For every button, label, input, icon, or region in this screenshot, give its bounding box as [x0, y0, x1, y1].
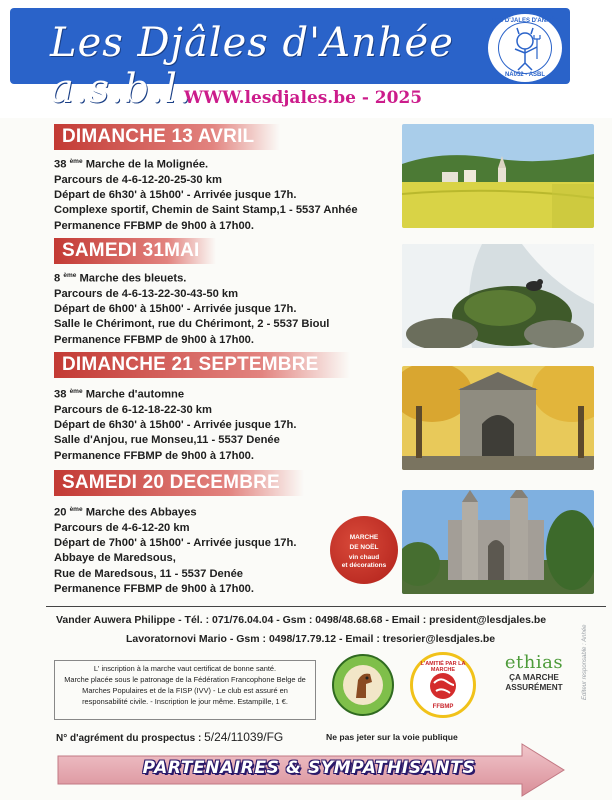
horse-club-logo	[332, 654, 394, 716]
event-details-1	[54, 154, 399, 234]
no-litter-notice: Ne pas jeter sur la voie publique	[326, 732, 458, 742]
ffbmp-text: FFBMP	[432, 704, 454, 710]
event-horaires: Départ de 6h30' à 15h00' - Arrivée jusque 17h.	[54, 189, 297, 202]
badge-line-1: MARCHE	[349, 534, 379, 541]
event-horaires: Départ de 7h00' à 15h00' - Arrivée jusque 17h.	[54, 537, 297, 550]
amitie-marche-logo	[410, 652, 476, 718]
event-permanence: Permanence FFBMP de 9h00 à 17h00.	[54, 219, 255, 232]
event-parcours: Parcours de 4-6-12-20 km	[54, 521, 190, 534]
contacts-divider	[46, 606, 606, 607]
photo-abbey	[402, 490, 594, 594]
event-lieu: Salle le Chérimont, rue du Chérimont, 2 - 5537 Bioul	[54, 318, 330, 331]
header	[0, 0, 612, 118]
event-horaires: Départ de 6h30' à 15h00' - Arrivée jusque 17h.	[54, 419, 297, 432]
badge-line-3: vin chaud	[348, 554, 380, 561]
event-edition: 8 $^{ème}$ Marche des bleuets.	[54, 272, 187, 285]
info-line-1: L' inscription à la marche vaut certificat de bonne santé.	[93, 664, 277, 673]
event-lieu: Complexe sportif, Chemin de Saint Stamp,1 - 5537 Anhée	[54, 204, 358, 217]
event-edition: 20 $^{ème}$ Marche des Abbayes	[54, 506, 197, 519]
ethias-slogan-1: ÇA MARCHE	[509, 673, 559, 682]
ethias-slogan-2: ASSURÉMENT	[505, 683, 563, 692]
photo-village-fields	[402, 124, 594, 228]
event-permanence: Permanence FFBMP de 9h00 à 17h00.	[54, 333, 255, 346]
club-title: Les Djâles d'Anhée a.s.b.l.	[50, 20, 454, 112]
ethias-name: ethias	[504, 652, 564, 673]
registration-info	[54, 660, 316, 720]
logo-emblem	[498, 22, 552, 74]
horse-icon	[334, 656, 392, 714]
badge-line-4: et décorations	[341, 562, 387, 569]
club-logo	[486, 12, 564, 84]
info-line-3: Marches Populaires et de la FISP (IVV) - Le club est assuré en	[82, 686, 288, 695]
photo-autumn-gate	[402, 366, 594, 470]
partners-title: PARTENAIRES & SYMPATHISANTS	[142, 758, 476, 778]
event-details-2	[54, 268, 399, 348]
info-line-2: Marche placée sous le patronage de la Fédération Francophone Belge de	[64, 675, 306, 684]
photo-waterfall-bird	[402, 244, 594, 348]
logo-bottom-text: NA052 - ASBL	[504, 72, 546, 78]
event-parcours: Parcours de 4-6-12-20-25-30 km	[54, 173, 222, 186]
info-line-4: responsabilité civile. - Inscription le jour même. Estampille, 1 €.	[82, 697, 288, 706]
event-parcours: Parcours de 6-12-18-22-30 km	[54, 403, 212, 416]
christmas-market-badge	[330, 516, 398, 584]
event-details-3	[54, 384, 399, 464]
event-parcours: Parcours de 4-6-13-22-30-43-50 km	[54, 287, 239, 300]
ethias-logo	[494, 652, 574, 716]
partners-arrow-banner	[54, 742, 570, 798]
event-permanence: Permanence FFBMP de 9h00 à 17h00.	[54, 582, 255, 595]
contact-president[interactable]: Vander Auwera Philippe - Tél. : 071/76.04.04 - Gsm : 0498/48.68.68 - Email : president@lesdjales.be	[56, 614, 547, 626]
event-edition: 38 $^{ème}$ Marche d'automne	[54, 388, 185, 401]
website-link[interactable]: WWW.lesdjales.be - 2025	[184, 88, 423, 108]
world-walker-icon	[426, 671, 460, 701]
event-lieu: Abbaye de Maredsous,	[54, 552, 176, 565]
event-lieu-2: Rue de Maredsous, 11 - 5537 Denée	[54, 567, 244, 580]
event-permanence: Permanence FFBMP de 9h00 à 17h00.	[54, 449, 255, 462]
amitie-text: L'AMITIÉ PAR LA MARCHE	[420, 661, 466, 673]
logo-top-text: LES D'JALES D'ANHÉE	[491, 18, 559, 24]
event-date-1: DIMANCHE 13 AVRIL	[54, 124, 280, 150]
event-horaires: Départ de 6h00' à 15h00' - Arrivée jusque 17h.	[54, 303, 297, 316]
event-date-3: DIMANCHE 21 SEPTEMBRE	[54, 352, 350, 378]
badge-line-2: DE NOËL	[349, 544, 379, 551]
event-lieu: Salle d'Anjou, rue Monseu,11 - 5537 Denée	[54, 434, 280, 447]
event-date-4: SAMEDI 20 DECEMBRE	[54, 470, 304, 496]
event-date-2: SAMEDI 31MAI	[54, 238, 216, 264]
devil-mascot-icon	[499, 23, 551, 73]
publisher-credit: Editeur responsable : Anhée	[582, 624, 588, 700]
contact-treasurer[interactable]: Lavoratornovi Mario - Gsm : 0498/17.79.12 - Email : tresorier@lesdjales.be	[126, 633, 496, 645]
agrement-label: N° d'agrément du prospectus :	[56, 733, 202, 744]
agrement-number: 5/24/11039/FG	[204, 730, 284, 744]
event-edition: 38 $^{ème}$ Marche de la Molignée.	[54, 158, 209, 171]
